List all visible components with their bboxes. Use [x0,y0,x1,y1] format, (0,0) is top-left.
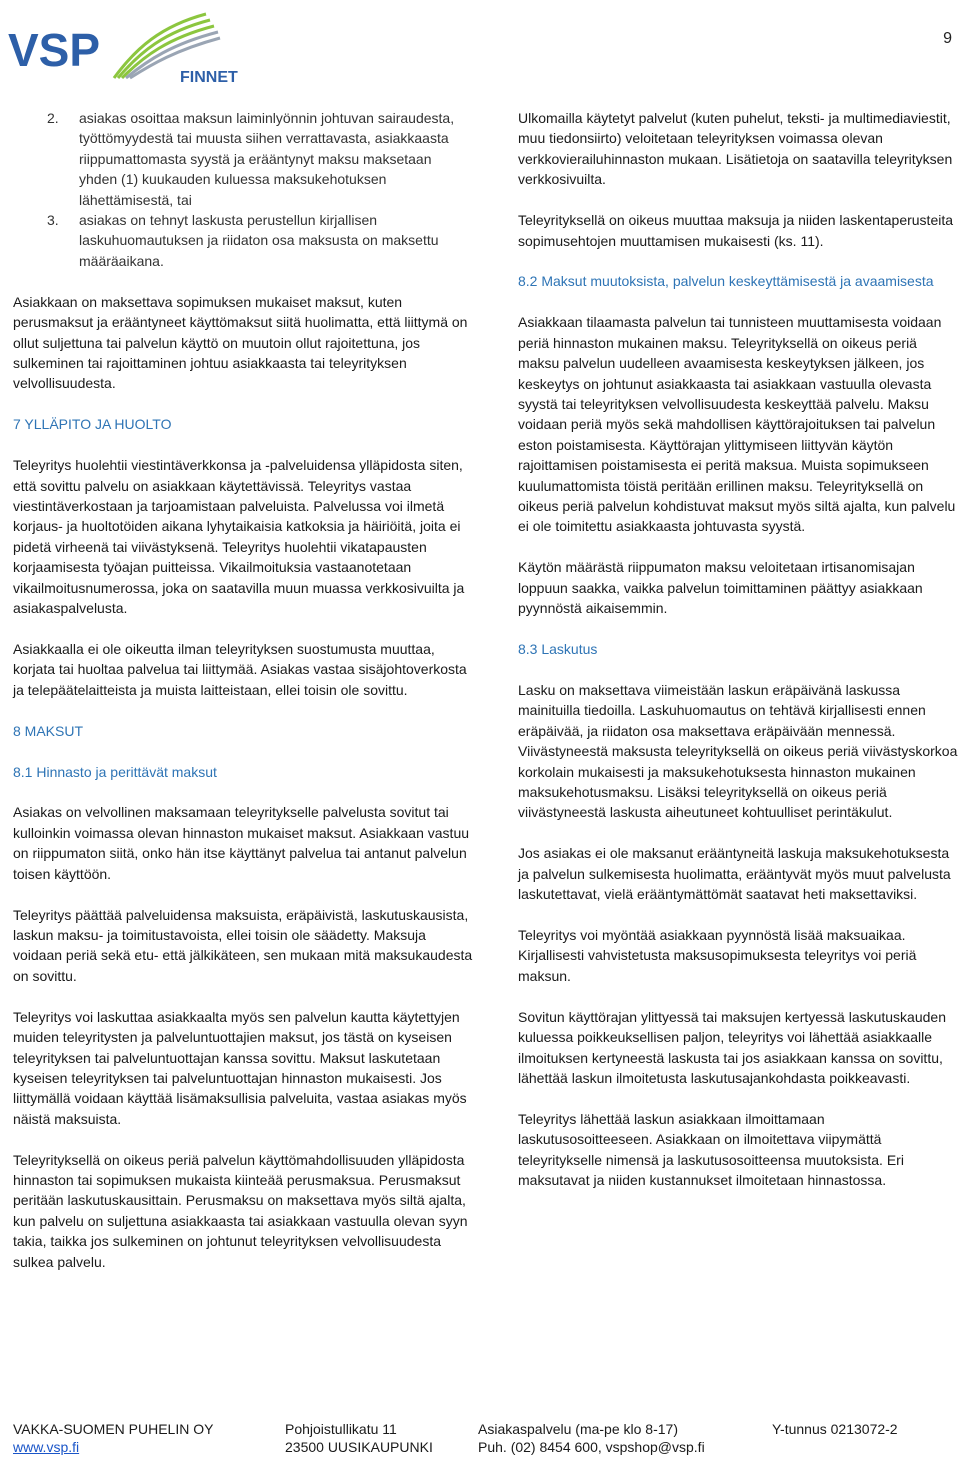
section-heading-8-1: 8.1 Hinnasto ja perittävät maksut [13,763,217,780]
logo-sub-text: FINNET [180,69,238,86]
footer-id-block [772,1420,898,1438]
section-heading-7: 7 YLLÄPITO JA HUOLTO [13,416,172,433]
right-column [518,108,958,1211]
paragraph: Teleyritys voi myöntää asiakkaan pyynnöstä lisää maksuaikaa. Kirjallisesti vahvistetusta maksusopimuksesta teleyritys voi periä maksun. [518,927,917,984]
paragraph: Teleyritys päättää palveluidensa maksuista, eräpäivistä, laskutuskausista, laskun maksu- ja toimitustavoista, ellei toisin ole säädetty. Maksuja voidaan periä sekä etu- että jälkikäteen, sen mukaan mitä maksukaudesta on sovittu. [13,906,473,984]
paragraph: Asiakkaan on maksettava sopimuksen mukaiset maksut, kuten perusmaksut ja erääntyneet käyttömaksut siitä huolimatta, että liittymä on ollut suljettuna tai palvelun käyttö on muutoin ollut rajoitettuna, jos sulkeminen tai rajoittaminen johtuu asiakkaasta tai teleyrityksen velvollisuudesta. [13,293,468,392]
paragraph: Asiakkaalla ei ole oikeutta ilman teleyrityksen suostumusta muuttaa, korjata tai huoltaa palvelua tai liittymää. Asiakas vastaa sisäjohtoverkosta ja telepäätelaitteista ja muista laitteistaan, ellei toisin ole sovittu. [13,640,467,698]
paragraph: Lasku on maksettava viimeistään laskun eräpäivänä laskussa mainituilla tiedoilla. Laskuhuomautus on tehtävä kirjallisesti ennen eräpäivää, ja riidaton osa maksettava eräpäivään mennessä. Viivästyneestä maksusta teleyrityksellä on oikeus periä viivästyskorkoa korkolain mukaisesti ja maksukehotuksesta hinnaston mukainen maksukehotusmaksu. Lisäksi teleyrityksellä on oikeus periä viivästyneestä laskusta aiheutuneet kohtuulliset perintäkulut. [518,681,958,821]
footer-company-name: VAKKA-SUOMEN PUHELIN OY [13,1421,214,1437]
logo-graphic [6,8,246,88]
vsp-finnet-logo [6,8,246,88]
list-item [13,210,473,271]
conditions-list [13,108,473,271]
logo-brand-text: VSP [8,24,101,76]
footer-street: Pohjoistullikatu 11 [285,1421,397,1437]
footer-service-hours: Asiakaspalvelu (ma-pe klo 8-17) [478,1421,678,1437]
list-item-number: 3. [47,212,59,229]
section-heading-8: 8 MAKSUT [13,722,84,739]
list-item-number: 2. [47,110,59,126]
paragraph: Teleyritys lähettää laskun asiakkaan ilmoittamaan laskutusosoitteeseen. Asiakkaan on ilmoitettava viipymättä teleyritykselle nimensä ja laskutusosoitteensa muutoksista. Eri maksutavat ja niiden kustannukset ilmoitetaan hinnastossa. [518,1110,904,1189]
list-item-text: asiakas osoittaa maksun laiminlyönnin johtuvan sairaudesta, työttömyydestä tai muusta siihen verrattavasta, asiakkaasta riippumattomasta syystä ja erääntynyt maksu maksetaan yhden (1) kuukauden kuluessa maksukehotuksen lähettämisestä, tai [79,110,455,208]
paragraph: Teleyrityksellä on oikeus periä palvelun käyttömahdollisuuden ylläpidosta hinnaston tai sopimuksen mukaista kiinteää perusmaksua. Perusmaksut peritään laskutuskausittain. Perusmaksu on maksettava myös siltä ajalta, kun palvelu on suljettuna asiakkaasta tai asiakkaan vastuulla olevan syyn takia, taikka jos sulkeminen on johtunut teleyrityksen velvollisuudesta sulkea palvelu. [13,1151,468,1270]
paragraph: Sovitun käyttörajan ylittyessä tai maksujen kertyessä laskutuskauden kuluessa poikkeuksellisen paljon, teleyritys voi lähettää asiakkaalle ilmoituksen kertyneestä laskusta tai jos asiakkaan kanssa on sovittu, lähettää laskun ilmoitetusta laskutusajankohdasta poikkeavasti. [518,1008,946,1086]
paragraph: Jos asiakas ei ole maksanut erääntyneitä laskuja maksukehotuksesta ja palvelun sulkemisesta huolimatta, erääntyvät myös muut palvelusta laskutettavat, vielä erääntymättömät saatavat heti maksettaviksi. [518,845,951,903]
paragraph: Teleyritys voi laskuttaa asiakkaalta myös sen palvelun kautta käytettyjen muiden teleyritysten ja palveluntuottajien maksut, jos tästä on kyseisen teleyrityksen tai palveluntuottajan kanssa sovittu. Maksut laskutetaan kyseisen teleyrityksen tai palveluntuottajan hinnaston mukaisesti. Jos liittymällä voidaan käyttää lisämaksullisia palveluita, vastaa asiakas myös näistä maksuista. [13,1008,467,1127]
footer-address-block [285,1420,433,1456]
left-column [13,108,473,1293]
section-heading-8-3: 8.3 Laskutus [518,641,598,658]
section-heading-8-2: 8.2 Maksut muutoksista, palvelun keskeyttämisestä ja avaamisesta [518,273,934,290]
paragraph: Ulkomailla käytetyt palvelut (kuten puhelut, teksti- ja multimediaviestit, muu tiedonsiirto) veloitetaan teleyrityksen voimassa olevan verkkovierailuhinnaston mukaan. Lisätietoja on saatavilla teleyrityksen verkkosivuilta. [518,110,953,188]
footer-company-block [13,1420,213,1456]
list-item [13,108,473,210]
page-number: 9 [943,30,952,47]
paragraph: Käytön määrästä riippumaton maksu veloitetaan irtisanomisajan loppuun saakka, vaikka palvelun toimittaminen päättyy asiakkaan pyynnöstä aikaisemmin. [518,559,923,617]
footer-website-link[interactable]: www.vsp.fi [13,1439,80,1455]
paragraph: Asiakas on velvollinen maksamaan teleyritykselle palvelusta sovitut tai kulloinkin voimassa olevan hinnaston mukaiset maksut. Asiakkaan vastuu on riippumaton siitä, onko hän itse käyttänyt palvelua tai antanut palvelun toisen käyttöön. [13,804,470,882]
footer-contact-block [478,1420,705,1456]
footer-phone-email: Puh. (02) 8454 600, vspshop@vsp.fi [478,1439,705,1455]
paragraph: Teleyritys huolehtii viestintäverkkonsa ja -palveluidensa ylläpidosta siten, että sovittu palvelu on asiakkaan käytettävissä. Teleyritys vastaa viestintäverkostaan ja tarjoamistaan palveluista. Palvelussa voi ilmetä korjaus- ja huoltotöiden aikana lyhytaikaisia katkoksia ja häiriöitä, joita ei pidetä virheenä tai viivästyksenä. Teleyritys huolehtii vikatapausten korjaamisesta työajan puitteissa. Vikailmoituksia vastaanotetaan vikailmoitusnumerossa, joka on saatavilla muun muassa verkkosivuilta ja asiakaspalvelusta. [13,457,465,617]
paragraph: Teleyrityksellä on oikeus muuttaa maksuja ja niiden laskentaperusteita sopimusehtojen muuttamisen mukaisesti (ks. 11). [518,212,954,249]
paragraph: Asiakkaan tilaamasta palvelun tai tunnisteen muuttamisesta voidaan periä hinnaston mukainen maksu. Teleyrityksellä on oikeus periä maksu palvelun uudelleen avaamisesta keskeytyksen jälkeen, jos keskeytys on johtunut asiakkaasta tai asiakkaan vastuulla olevasta syystä tai teleyrityksen velvollisuudesta keskeyttää palvelu. Maksu voidaan periä myös sekä mahdollisen käyttörajoituksen tai palvelun eston poistamisesta. Käyttörajan ylittymiseen liittyvän käytön rajoittamisen poistamisesta ei peritä maksua. Muista sopimukseen kuulumattomista töistä peritään erillinen maksu. Teleyrityksellä on oikeus periä palvelun kohdistuvat maksut myös siltä ajalta, kun palvelu ei ole toimitettu asiakkaasta johtuvasta syystä. [518,314,956,535]
list-item-text: asiakas on tehnyt laskusta perustellun kirjallisen laskuhuomautuksen ja riidaton osa maksusta on maksettu määräaikana. [79,212,439,269]
footer-business-id: Y-tunnus 0213072-2 [772,1421,898,1437]
footer-city: 23500 UUSIKAUPUNKI [285,1439,433,1455]
